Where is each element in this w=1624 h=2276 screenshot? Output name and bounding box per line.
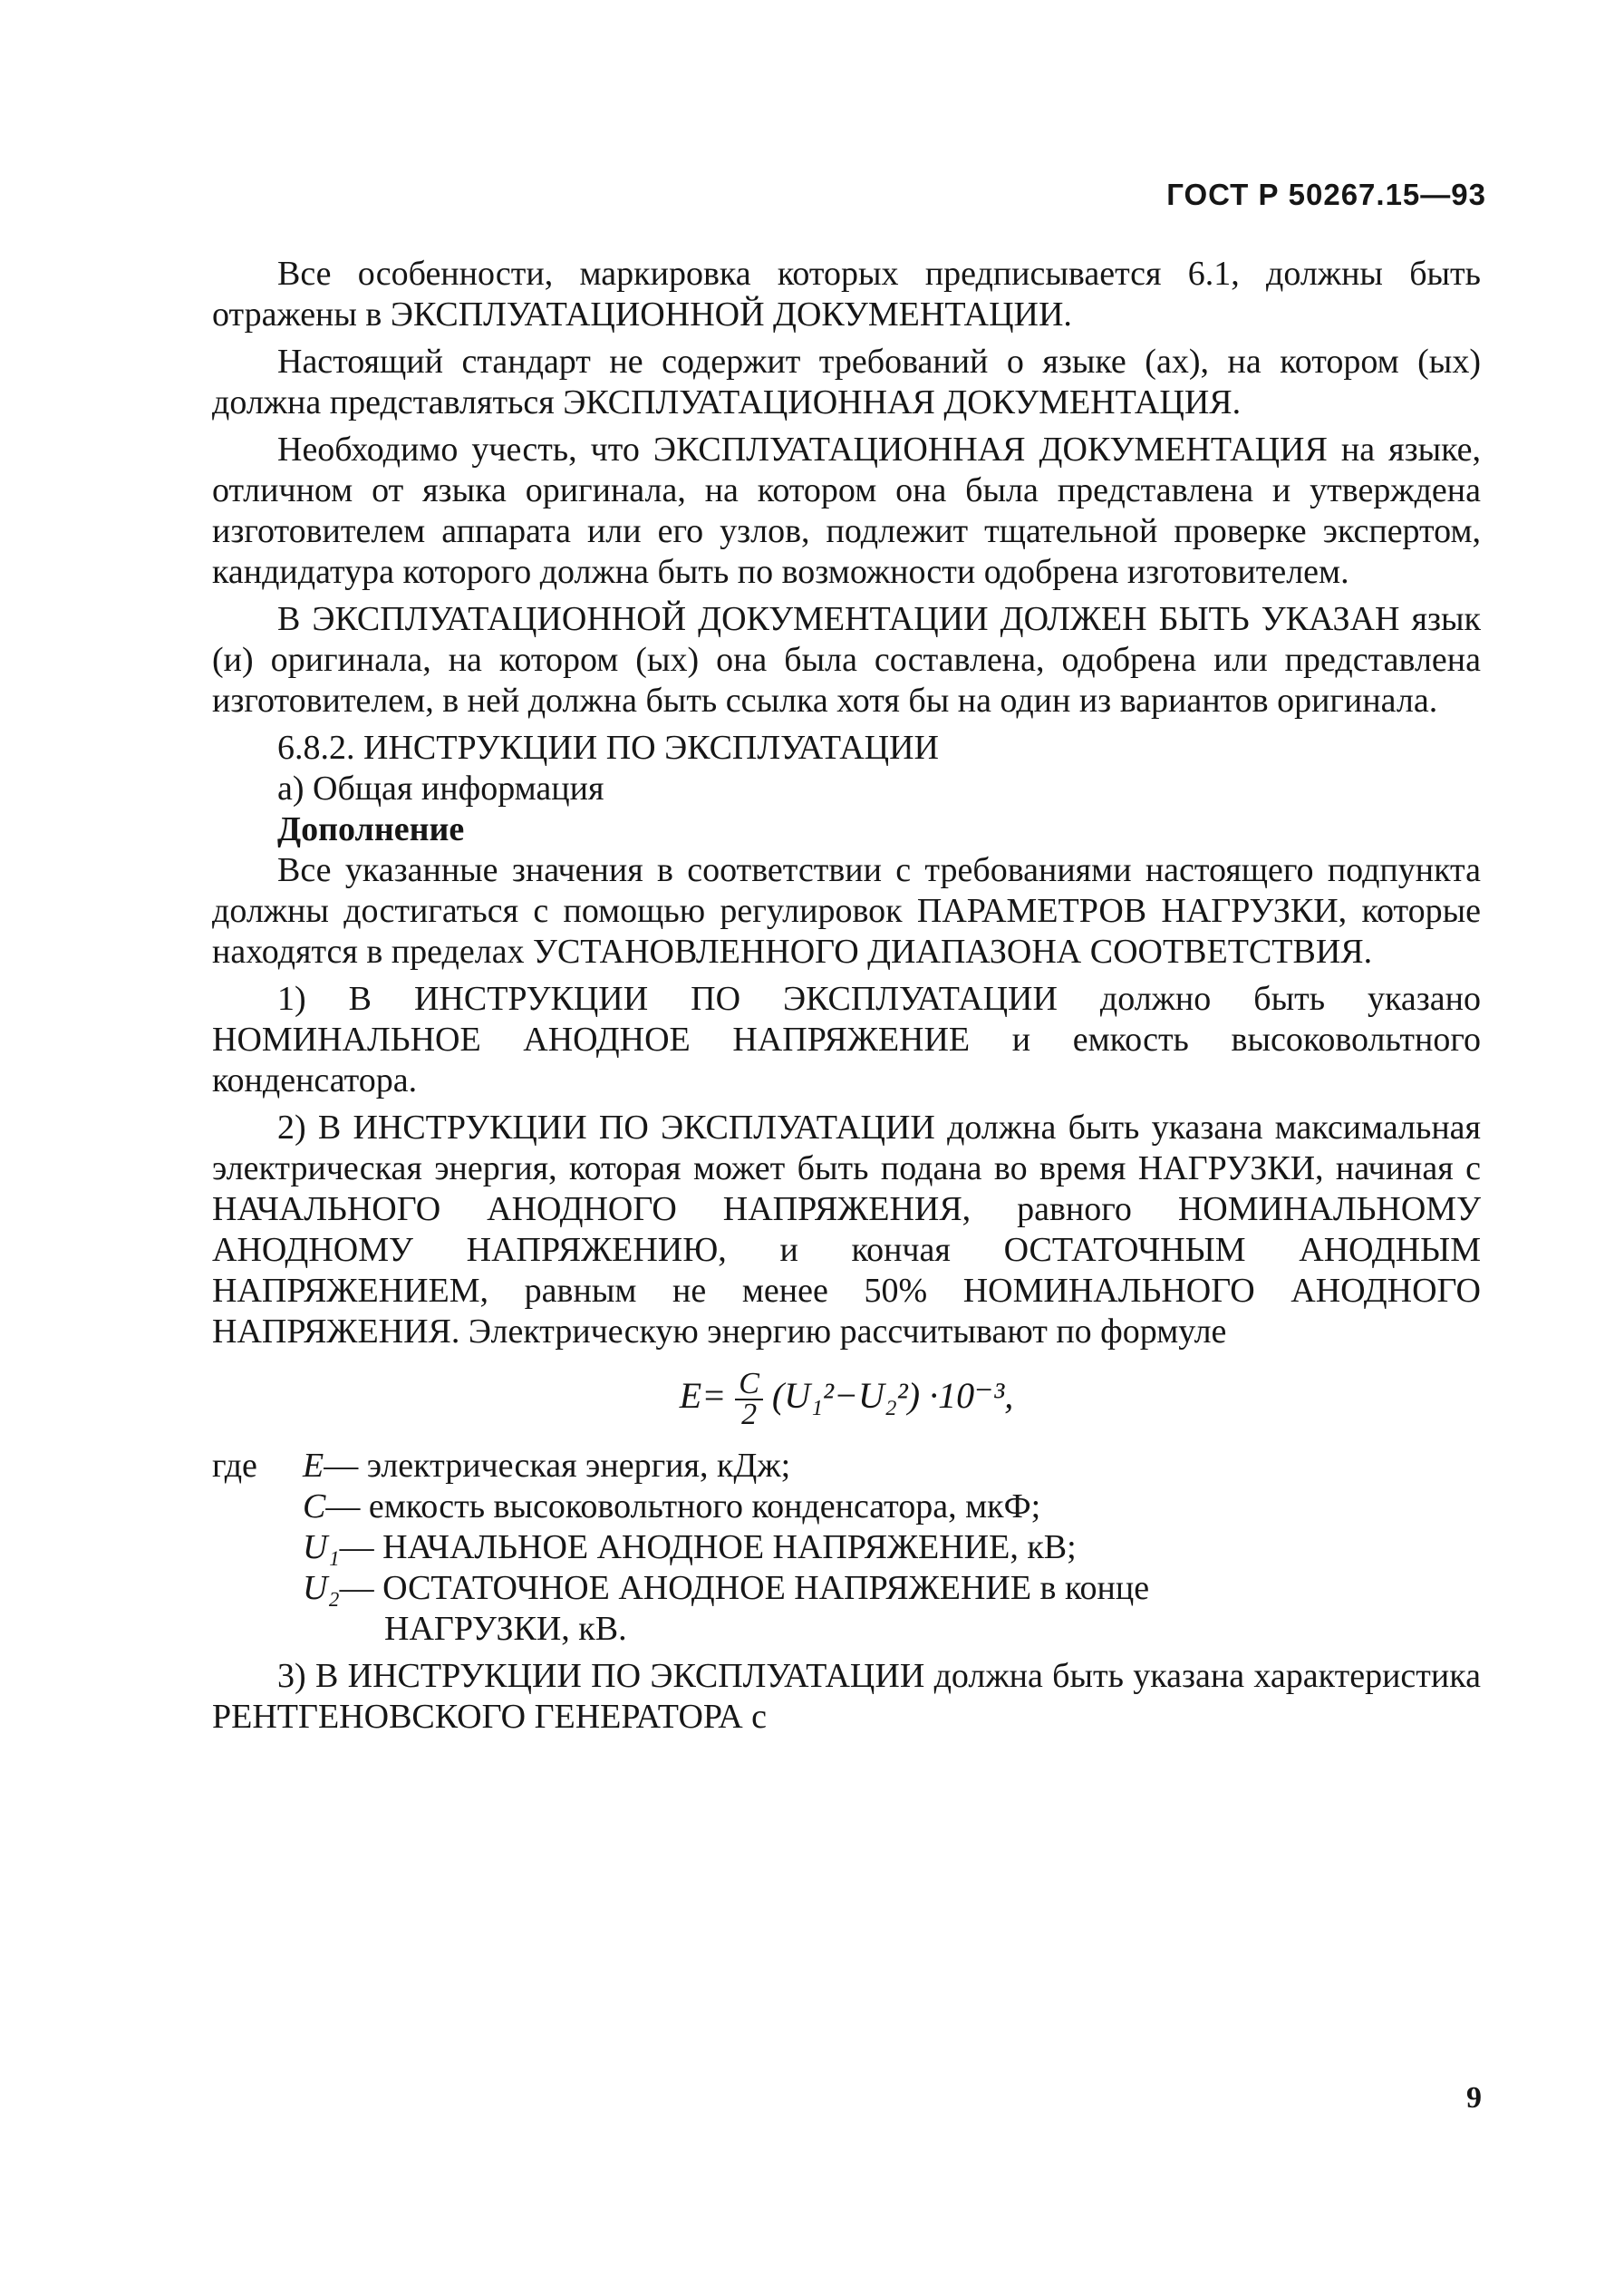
definition-row — [212, 1527, 1481, 1568]
definition-row — [212, 1487, 1481, 1527]
formula-fraction — [735, 1366, 763, 1431]
formula-body: (U₁²−U₂²) ·10⁻³, — [771, 1375, 1014, 1416]
page-number: 9 — [1466, 2081, 1482, 2115]
list-item: 3) В ИНСТРУКЦИИ ПО ЭКСПЛУАТАЦИИ должна быть указана характеристика РЕНТГЕНОВСКОГО ГЕНЕРАТОРА с — [212, 1656, 1481, 1736]
paragraph: Настоящий стандарт не содержит требований о языке (ах), на котором (ых) должна представляться ЭКСПЛУАТАЦИОННАЯ ДОКУМЕНТАЦИЯ. — [212, 343, 1481, 421]
paragraph: Все указанные значения в соответствии с требованиями настоящего подпункта должны достигаться с помощью регулировок ПАРАМЕТРОВ НАГРУЗКИ, которые находятся в пределах УСТАНОВЛЕННОГО ДИАПАЗОНА СООТВЕТСТВИЯ. — [212, 851, 1481, 971]
formula-definitions — [212, 1446, 1481, 1650]
definition-symbol: C — [303, 1487, 326, 1525]
definition-symbol: U₁ — [303, 1527, 340, 1566]
paragraph: Необходимо учесть, что ЭКСПЛУАТАЦИОННАЯ ДОКУМЕНТАЦИЯ на языке, отличном от языка оригинала, на котором она была представлена и утверждена изготовителем аппарата или его узлов, подлежит тщательной проверке экспертом, кандидатура которого должна быть по возможности одобрена изготовителем. — [212, 431, 1481, 591]
definition-text: — НАЧАЛЬНОЕ АНОДНОЕ НАПРЯЖЕНИЕ, кВ; — [339, 1527, 1077, 1566]
subsection-title: а) Общая информация — [277, 770, 604, 808]
standard-reference: ГОСТ Р 50267.15—93 — [1166, 178, 1486, 211]
formula-denominator: 2 — [741, 1397, 758, 1431]
definitions-lead: где — [212, 1446, 257, 1485]
definition-symbol: U₂ — [303, 1568, 340, 1607]
section-title: 6.8.2. ИНСТРУКЦИИ ПО ЭКСПЛУАТАЦИИ — [277, 729, 939, 767]
definition-text: — ОСТАТОЧНОЕ АНОДНОЕ НАПРЯЖЕНИЕ в конце — [339, 1568, 1150, 1607]
formula-numerator: C — [735, 1370, 763, 1400]
definition-row — [212, 1568, 1481, 1609]
paragraph: В ЭКСПЛУАТАЦИОННОЙ ДОКУМЕНТАЦИИ ДОЛЖЕН БЫТЬ УКАЗАН язык (и) оригинала, на котором (ых) она была составлена, одобрена или представлена изготовителем, в ней должна быть ссылка хотя бы на один из вариантов оригинала. — [212, 600, 1481, 720]
list-item: 1) В ИНСТРУКЦИИ ПО ЭКСПЛУАТАЦИИ должно быть указано НОМИНАЛЬНОЕ АНОДНОЕ НАПРЯЖЕНИЕ и емкость высоковольтного конденсатора. — [212, 980, 1481, 1099]
formula-lhs: E= — [679, 1375, 727, 1416]
definition-row — [212, 1446, 1481, 1487]
list-item: 2) В ИНСТРУКЦИИ ПО ЭКСПЛУАТАЦИИ должна быть указана максимальная электрическая энергия, которая может быть подана во время НАГРУЗКИ, начиная с НАЧАЛЬНОГО АНОДНОГО НАПРЯЖЕНИЯ, равного НОМИНАЛЬНОМУ АНОДНОМУ НАПРЯЖЕНИЮ, и кончая ОСТАТОЧНЫМ АНОДНЫМ НАПРЯЖЕНИЕМ, равным не менее 50% НОМИНАЛЬНОГО АНОДНОГО НАПРЯЖЕНИЯ. Электрическую энергию рассчитывают по формуле — [212, 1109, 1481, 1351]
document-body — [212, 254, 1481, 1744]
definition-continuation: НАГРУЗКИ, кВ. — [384, 1609, 627, 1648]
definition-text: — электрическая энергия, кДж; — [324, 1446, 791, 1485]
definition-text: — емкость высоковольтного конденсатора, мкФ; — [325, 1487, 1041, 1525]
addition-heading: Дополнение — [277, 810, 465, 848]
paragraph: Все особенности, маркировка которых предписывается 6.1, должны быть отражены в ЭКСПЛУАТАЦИОННОЙ ДОКУМЕНТАЦИИ. — [212, 255, 1481, 334]
energy-formula — [212, 1366, 1481, 1431]
definition-symbol: E — [303, 1446, 324, 1485]
